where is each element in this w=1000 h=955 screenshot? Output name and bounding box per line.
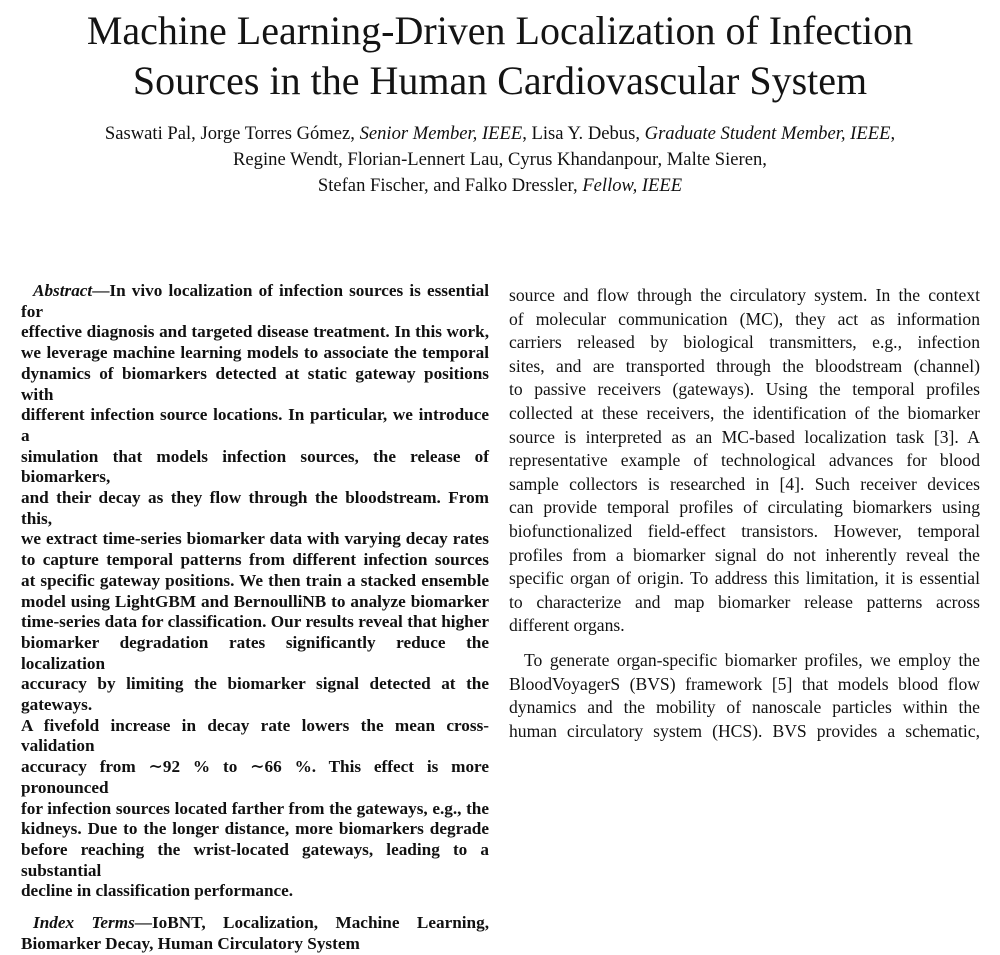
body-line: dynamics and the mobility of nanoscale particles within the bbox=[509, 697, 980, 718]
author-list bbox=[0, 121, 1000, 199]
abstract-line: Abstract—In vivo localization of infection sources is essential for bbox=[21, 281, 489, 321]
body-line: To generate organ-specific biomarker profiles, we employ the bbox=[524, 649, 980, 670]
body-line: BloodVoyagerS (BVS) framework [5] that models blood flow bbox=[509, 673, 980, 694]
abstract-column bbox=[21, 281, 489, 955]
abstract-label: Abstract bbox=[33, 281, 93, 300]
author-names: , Lisa Y. Debus, bbox=[522, 123, 645, 144]
body-line: human circulatory system (HCS). BVS provides a schematic, bbox=[509, 720, 980, 741]
body-line: carriers released by biological transmitters, e.g., infection bbox=[509, 332, 980, 353]
abstract-line: A fivefold increase in decay rate lowers the mean cross-validation bbox=[21, 715, 489, 756]
abstract-line: we extract time-series biomarker data with varying decay rates bbox=[21, 529, 489, 549]
author-line: Regine Wendt, Florian-Lennert Lau, Cyrus Khandanpour, Malte Sieren, bbox=[233, 149, 767, 170]
abstract-line: we leverage machine learning models to associate the temporal bbox=[21, 343, 489, 363]
index-terms-line: Index Terms—IoBNT, Localization, Machine Learning, bbox=[33, 913, 489, 933]
abstract-line: time-series data for classification. Our results reveal that higher bbox=[21, 612, 489, 632]
author-names: Stefan Fischer, and Falko Dressler, bbox=[317, 175, 583, 196]
paper-title bbox=[0, 6, 1000, 106]
body-line: profiles from a biomarker signal do not inherently reveal the bbox=[509, 544, 980, 565]
author-affiliation: Senior Member, IEEE bbox=[359, 123, 523, 144]
abstract-line: accuracy by limiting the biomarker signal detected at the gateways. bbox=[21, 674, 489, 715]
abstract-line: different infection source locations. In particular, we introduce a bbox=[21, 405, 489, 445]
body-line: can provide temporal profiles of circulating biomarkers using bbox=[509, 497, 980, 518]
body-line: source is interpreted as an MC-based localization task [3]. A bbox=[509, 426, 980, 447]
author-names: Saswati Pal, Jorge Torres Gómez, bbox=[104, 123, 360, 144]
body-line: biofunctionalized field-effect transistors. However, temporal bbox=[509, 520, 980, 541]
author-line bbox=[0, 121, 1000, 147]
abstract-dash: — bbox=[92, 281, 110, 300]
section-gap bbox=[21, 902, 489, 913]
body-line: to characterize and map biomarker release patterns across bbox=[509, 591, 980, 612]
title-line: Sources in the Human Cardiovascular System bbox=[132, 58, 868, 103]
abstract-line: biomarker degradation rates significantly reduce the localization bbox=[21, 632, 489, 673]
index-terms-line: Biomarker Decay, Human Circulatory System bbox=[21, 933, 360, 953]
body-line: source and flow through the circulatory system. In the context bbox=[509, 285, 980, 305]
author-separator: , bbox=[890, 123, 896, 144]
body-column-right bbox=[509, 284, 980, 743]
author-affiliation: Fellow, IEEE bbox=[582, 175, 683, 196]
abstract-line: kidneys. Due to the longer distance, more biomarkers degrade bbox=[21, 819, 489, 839]
title-line: Machine Learning-Driven Localization of Infection bbox=[86, 8, 914, 53]
abstract-line: before reaching the wrist-located gateways, leading to a substantial bbox=[21, 839, 489, 880]
body-line: sample collectors is researched in [4]. Such receiver devices bbox=[509, 473, 980, 494]
body-paragraph bbox=[509, 649, 980, 743]
abstract-line: dynamics of biomarkers detected at static gateway positions with bbox=[21, 363, 489, 404]
body-line: different organs. bbox=[509, 615, 625, 636]
body-paragraph bbox=[509, 284, 980, 638]
body-line: collected at these receivers, the identification of the biomarker bbox=[509, 402, 980, 423]
author-line bbox=[0, 173, 1000, 199]
abstract-line: accuracy from ∼92 % to ∼66 %. This effect is more pronounced bbox=[21, 757, 489, 797]
abstract-line: at specific gateway positions. We then train a stacked ensemble bbox=[21, 570, 489, 590]
body-line: to passive receivers (gateways). Using the temporal profiles bbox=[509, 379, 980, 400]
abstract-line: simulation that models infection sources, the release of biomarkers, bbox=[21, 446, 489, 487]
paragraph-gap bbox=[509, 638, 980, 649]
author-affiliation: Graduate Student Member, IEEE bbox=[644, 123, 891, 144]
abstract bbox=[21, 281, 489, 902]
index-terms-dash: — bbox=[134, 913, 152, 933]
body-line: sites, and are transported through the bloodstream (channel) bbox=[509, 355, 980, 376]
abstract-line: to capture temporal patterns from different infection sources bbox=[21, 550, 489, 570]
abstract-line: model using LightGBM and BernoulliNB to analyze biomarker bbox=[21, 591, 489, 611]
body-line: specific organ of origin. To address this limitation, it is essential bbox=[509, 568, 980, 589]
abstract-line: and their decay as they flow through the bloodstream. From this, bbox=[21, 488, 489, 528]
body-line: representative example of technological advances for blood bbox=[509, 450, 980, 471]
index-terms-label: Index Terms bbox=[33, 913, 135, 933]
abstract-line: effective diagnosis and targeted disease treatment. In this work, bbox=[21, 322, 489, 342]
abstract-line: for infection sources located farther from the gateways, e.g., the bbox=[21, 798, 489, 818]
body-line: of molecular communication (MC), they act as information bbox=[509, 308, 980, 329]
index-terms bbox=[21, 913, 489, 954]
abstract-line: decline in classification performance. bbox=[21, 881, 294, 901]
